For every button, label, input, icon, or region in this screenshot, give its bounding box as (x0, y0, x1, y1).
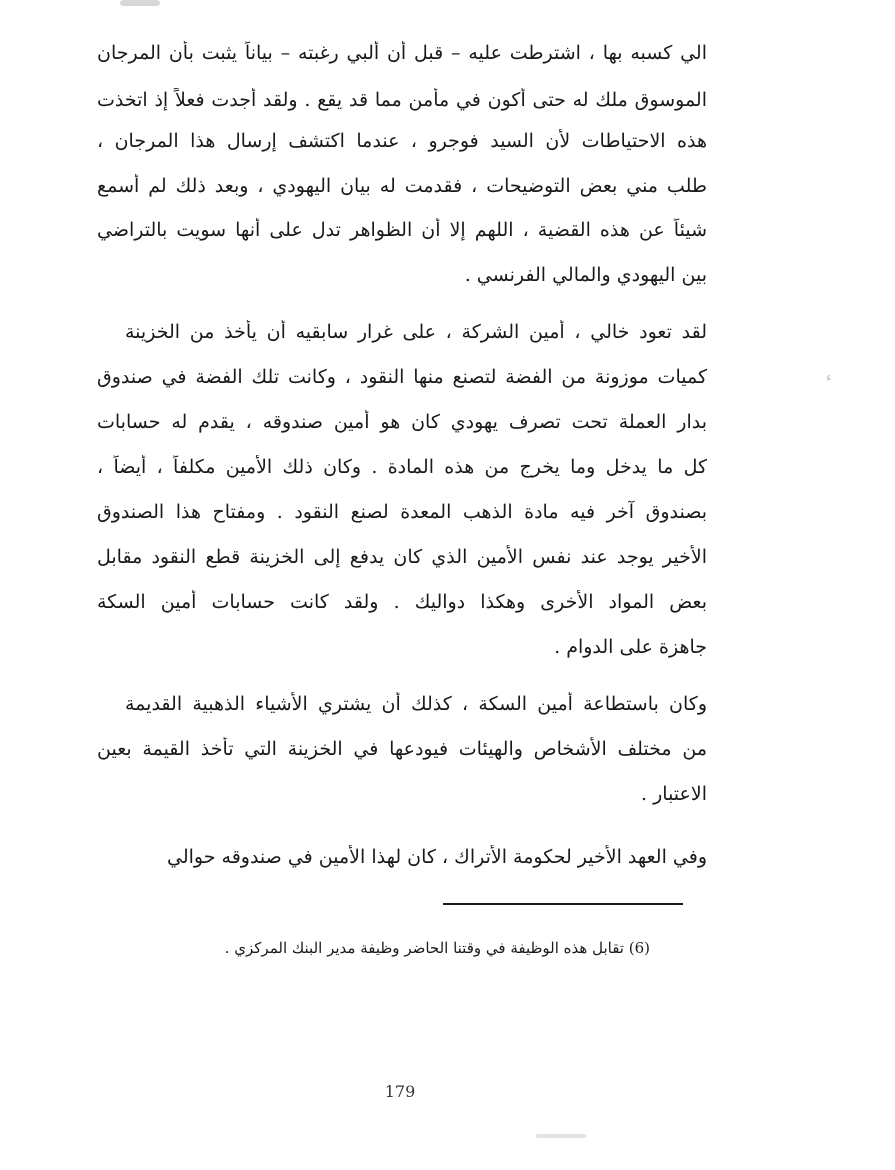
text-line: شيئاً عن هذه القضية ، اللهم إلا أن الظواهر تدل على أنها سويت بالتراضي (97, 219, 707, 241)
text-line: جاهزة على الدوام . (554, 636, 707, 658)
text-line: بصندوق آخر فيه مادة الذهب المعدة لصنع النقود . ومفتاح هذا الصندوق (97, 501, 707, 523)
text-line: كميات موزونة من الفضة لتصنع منها النقود ، وكانت تلك الفضة في صندوق (97, 366, 707, 388)
margin-mark: ﺀ (826, 370, 832, 384)
text-line: طلب مني بعض التوضيحات ، فقدمت له بيان اليهودي ، وبعد ذلك لم أسمع (97, 175, 707, 197)
text-line: من مختلف الأشخاص والهيئات فيودعها في الخزينة التي تأخذ القيمة بعين (97, 738, 707, 760)
text-line: بدار العملة تحت تصرف يهودي كان هو أمين صندوقه ، يقدم له حسابات (97, 411, 707, 433)
scan-smudge (120, 0, 160, 6)
text-line: الي كسبه بها ، اشترطت عليه – قبل أن ألبي رغبته – بياناً يثبت بأن المرجان (97, 42, 707, 64)
text-line: هذه الاحتياطات لأن السيد فوجرو ، عندما اكتشف إرسال هذا المرجان ، (97, 130, 707, 152)
text-line: لقد تعود خالي ، أمين الشركة ، على غرار سابقيه أن يأخذ من الخزينة (125, 321, 707, 343)
footnote-separator (443, 903, 683, 905)
text-line: بعض المواد الأخرى وهكذا دواليك . ولقد كانت حسابات أمين السكة (97, 591, 707, 613)
text-line: كل ما يدخل وما يخرج من هذه المادة . وكان ذلك الأمين مكلفاً ، أيضاً ، (97, 456, 707, 478)
text-line: بين اليهودي والمالي الفرنسي . (464, 264, 707, 286)
footnote: (6) تقابل هذه الوظيفة في وقتنا الحاضر وظيفة مدير البنك المركزي . (224, 939, 650, 957)
text-line: وفي العهد الأخير لحكومة الأتراك ، كان لهذا الأمين في صندوقه حوالي (167, 846, 707, 868)
scan-smudge (536, 1134, 586, 1138)
text-line: الأخير يوجد عند نفس الأمين الذي كان يدفع إلى الخزينة قطع النقود مقابل (97, 546, 707, 568)
text-line: وكان باستطاعة أمين السكة ، كذلك أن يشتري الأشياء الذهبية القديمة (125, 693, 707, 715)
text-line: الموسوق ملك له حتى أكون في مأمن مما قد يقع . ولقد أجدت فعلاً إذ اتخذت (97, 89, 707, 111)
text-line: الاعتبار . (641, 783, 707, 805)
page-number: 179 (384, 1082, 416, 1101)
